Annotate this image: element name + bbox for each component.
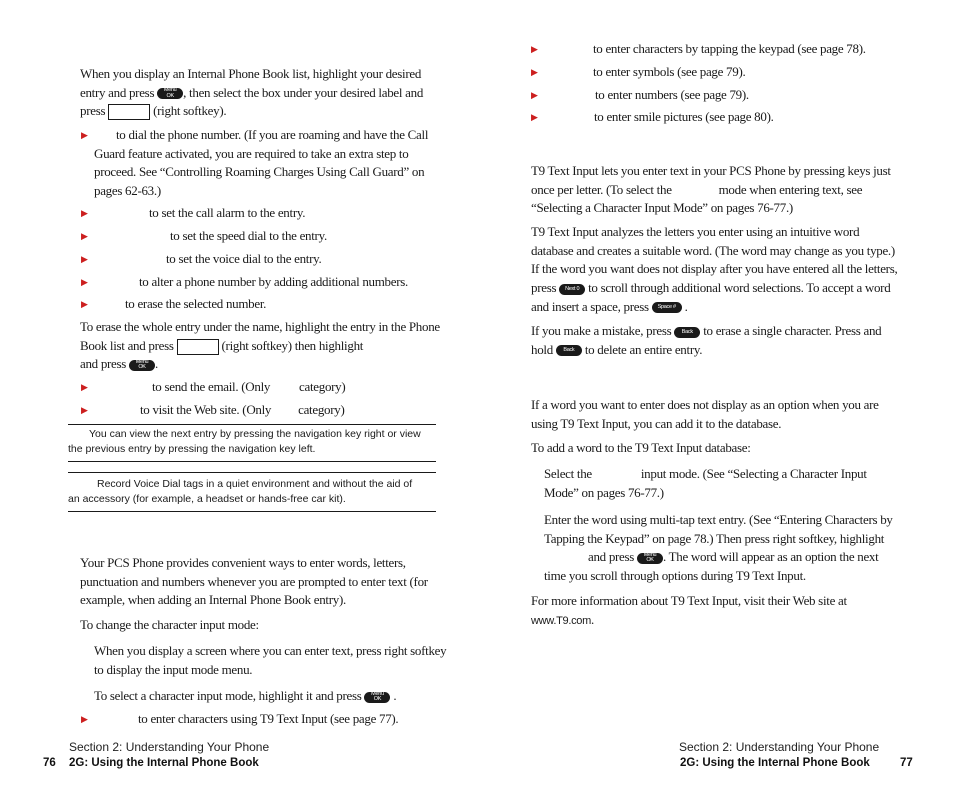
triangle-bullet-icon: ▶ [81,208,88,218]
note-bottom-rule [68,511,436,512]
triangle-bullet-icon: ▶ [531,67,538,77]
add-word-paragraph: If a word you want to enter does not display as an option when you are using T9 Text Input, you can add it to the database. [531,397,879,431]
right-page [477,0,954,795]
bullet-alter-number: ▶ to alter a phone number by adding additional numbers. [139,273,408,292]
triangle-bullet-icon: ▶ [81,231,88,241]
page-number: 77 [900,757,913,769]
softkey-label-box [177,339,219,355]
bullet-t9: ▶ to enter characters using T9 Text Input (see page 77). [138,710,398,729]
menu-ok-key-icon: Menu OK [364,692,390,703]
triangle-bullet-icon: ▶ [531,44,538,54]
next-key-icon: Next 0 [559,284,585,295]
note-top-rule [68,472,436,473]
entering-text-paragraph: Your PCS Phone provides convenient ways to enter words, letters, punctuation and numbers whenever you are prompted to enter text (for example, when adding an Internal Phone Book entry). [80,555,428,608]
triangle-bullet-icon: ▶ [531,112,538,122]
space-key-icon: Space # [652,302,682,313]
footer-section-title: Section 2: Understanding Your Phone [69,740,270,754]
bullet-numbers-mode: ▶ to enter numbers (see page 79). [595,86,749,105]
step-1: When you display a screen where you can enter text, press right softkey to display the input mode menu. [94,643,447,677]
bullet-dial-continuation: Guard feature activated, you are required to take an extra step to proceed. See “Controlling Roaming Charges Using Call Guard” on pages 62-63.) [94,145,425,199]
bullet-voice-dial: ▶ to set the voice dial to the entry. [166,250,321,269]
triangle-bullet-icon: ▶ [81,130,88,140]
menu-ok-key-icon: Menu OK [637,553,663,564]
triangle-bullet-icon: ▶ [81,714,88,724]
intro-paragraph: When you display an Internal Phone Book list, highlight your desired entry and press Menu OK , then select the box under your desired label and press (right softkey). [80,65,423,121]
bullet-speed-dial: ▶ to set the speed dial to the entry. [170,227,327,246]
bullet-call-alarm: ▶ to set the call alarm to the entry. [149,204,305,223]
back-key-icon: Back [556,345,582,356]
bullet-smile-mode: ▶ to enter smile pictures (see page 80). [594,108,774,127]
triangle-bullet-icon: ▶ [81,277,88,287]
note-bottom-rule [68,461,436,462]
bullet-abc-mode: ▶ to enter characters by tapping the keypad (see page 78). [593,40,866,59]
more-info-paragraph: For more information about T9 Text Input, visit their Web site at www.T9.com. [531,593,847,627]
t9-intro-paragraph: T9 Text Input lets you enter text in your PCS Phone by pressing keys just once per letter. (To select the mode when entering text, see “Selecting a Character Input Mode” on pages 76-77.) [531,163,891,216]
triangle-bullet-icon: ▶ [81,299,88,309]
back-key-icon: Back [674,327,700,338]
change-mode-heading: To change the character input mode: [80,617,259,632]
bullet-erase-number: ▶ to erase the selected number. [125,295,266,314]
erase-paragraph: To erase the whole entry under the name, highlight the entry in the Phone Book list and press (right softkey) then highlight and press Menu OK . [80,319,440,372]
add-step-1: Select the input mode. (See “Selecting a Character Input Mode” on pages 76-77.) [544,466,867,500]
footer-section-title: Section 2: Understanding Your Phone [679,740,880,754]
footer-chapter-title: 2G: Using the Internal Phone Book [69,757,259,769]
step-2: To select a character input mode, highlight it and press Menu OK . [94,688,397,703]
triangle-bullet-icon: ▶ [81,254,88,264]
bullet-send-email: ▶ to send the email. (Only category) [152,378,345,397]
bullet-symbols-mode: ▶ to enter symbols (see page 79). [593,63,745,82]
add-step-2: Enter the word using multi-tap text entry. (See “Entering Characters by Tapping the Keypad” on page 78.) Then press right softkey, highlight and press Menu OK . The word will appear as an option the next time you scroll through options during T9 Text Input. [544,512,893,584]
t9-analyze-paragraph: T9 Text Input analyzes the letters you enter using an intuitive word database and creates a suitable word. (The word may change as you type.) If the word you want does not display after you have entered all the letters, press Next 0 to scroll through additional word selections. To accept a word and insert a space, press Space # . [531,224,898,314]
mistake-paragraph: If you make a mistake, press Back to erase a single character. Press and hold Back to delete an entire entry. [531,323,882,357]
intro-line: When you display an Internal Phone Book list, highlight your desired [80,66,422,81]
menu-ok-key-icon: Menu OK [129,360,155,371]
t9-website-link[interactable]: www.T9.com [531,614,591,627]
tip-note: You can view the next entry by pressing the navigation key right or view the previous entry by pressing the navigation key left. [68,428,421,455]
triangle-bullet-icon: ▶ [531,90,538,100]
bullet-dial: ▶ to dial the phone number. (If you are roaming and have the Call [116,126,446,145]
footer-chapter-title: 2G: Using the Internal Phone Book [680,757,870,769]
softkey-label-box [108,104,150,120]
menu-ok-key-icon: Menu OK [157,88,183,99]
bullet-visit-web: ▶ to visit the Web site. (Only category) [140,401,344,420]
to-add-heading: To add a word to the T9 Text Input database: [531,440,751,455]
triangle-bullet-icon: ▶ [81,382,88,392]
page-number: 76 [43,757,56,769]
note-top-rule [68,424,436,425]
triangle-bullet-icon: ▶ [81,405,88,415]
voice-dial-note: Record Voice Dial tags in a quiet environment and without the aid of an accessory (for example, a headset or hands-free car kit). [68,478,413,505]
